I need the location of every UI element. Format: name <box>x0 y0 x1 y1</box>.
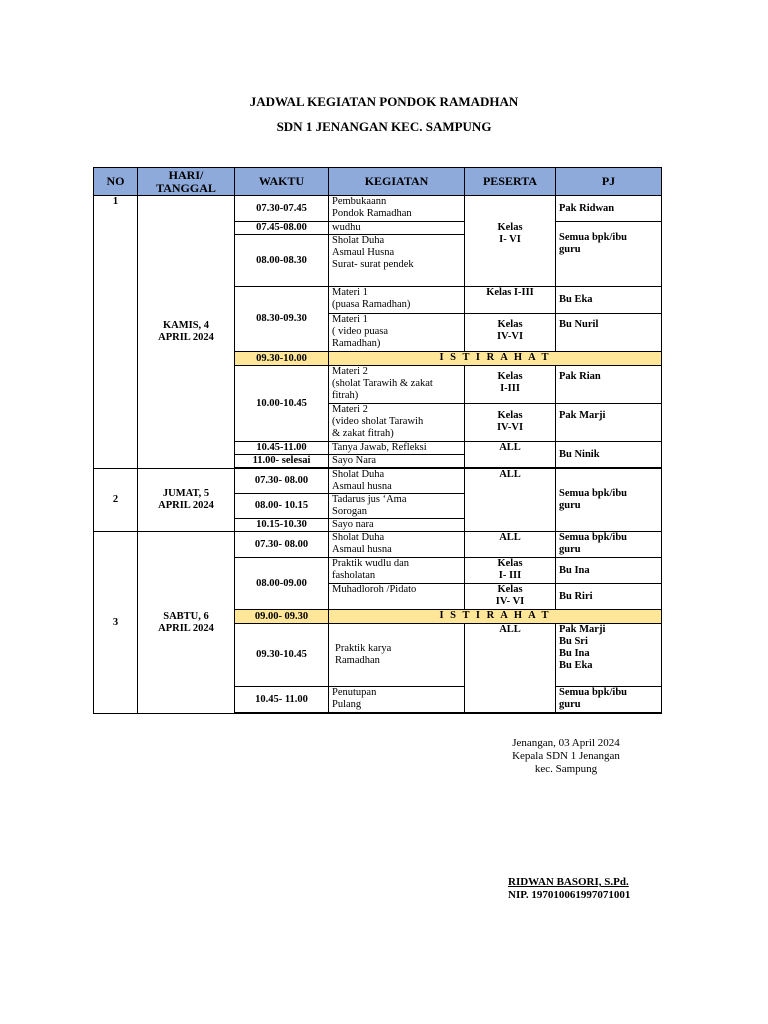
pj-cell: Bu Ina <box>556 558 662 584</box>
time-cell: 08.30-09.30 <box>235 287 329 352</box>
activity-cell: Muhadloroh /Pidato <box>329 584 465 610</box>
time-cell: 10.00-10.45 <box>235 366 329 442</box>
signer-nip: NIP. 197010061997071001 <box>508 889 631 901</box>
activity-cell: Tanya Jawab, Refleksi <box>329 442 465 455</box>
break-time-cell: 09.30-10.00 <box>235 352 329 366</box>
time-cell: 10.15-10.30 <box>235 519 329 532</box>
signature-place-block <box>480 737 652 776</box>
day1-no: 1 <box>94 196 138 469</box>
signer-name: RIDWAN BASORI, S.Pd. <box>508 876 629 888</box>
activity-cell: Materi 2 (sholat Tarawih & zakat fitrah) <box>329 366 465 404</box>
table-row <box>94 532 662 558</box>
participant-cell: ALL <box>465 442 556 468</box>
table-header-row <box>94 168 662 196</box>
pj-cell: Pak Rian <box>556 366 662 404</box>
pj-cell: Bu Ninik <box>556 442 662 468</box>
time-cell: 10.45- 11.00 <box>235 687 329 713</box>
participant-cell: Kelas IV- VI <box>465 584 556 610</box>
break-time-cell: 09.00- 09.30 <box>235 610 329 624</box>
time-cell: 09.30-10.45 <box>235 624 329 687</box>
signer-district: kec. Sampung <box>534 763 598 775</box>
pj-cell: Semua bpk/ibu guru <box>556 469 662 532</box>
participant-cell: Kelas I- III <box>465 558 556 584</box>
participant-cell: Kelas I- VI <box>465 196 556 287</box>
header-hari: HARI/ TANGGAL <box>138 168 235 196</box>
activity-cell: Sholat Duha Asmaul Husna Surat- surat pendek <box>329 235 465 287</box>
activity-cell: Sholat Duha Asmaul husna <box>329 532 465 558</box>
day3-date: SABTU, 6 APRIL 2024 <box>138 532 235 714</box>
activity-cell: Pembukaann Pondok Ramadhan <box>329 196 465 222</box>
time-cell: 08.00- 10.15 <box>235 494 329 519</box>
time-cell: 08.00-08.30 <box>235 235 329 287</box>
header-peserta: PESERTA <box>465 168 556 196</box>
day2-date: JUMAT, 5 APRIL 2024 <box>138 469 235 532</box>
time-cell: 10.45-11.00 <box>235 442 329 455</box>
activity-cell: Materi 1 ( video puasa Ramadhan) <box>329 314 465 352</box>
signer-position: Kepala SDN 1 Jenangan <box>512 750 620 762</box>
school-subtitle: SDN 1 JENANGAN KEC. SAMPUNG <box>276 119 492 134</box>
participant-cell: ALL <box>465 532 556 558</box>
day2-no: 2 <box>94 469 138 532</box>
activity-cell: Materi 1 (puasa Ramadhan) <box>329 287 465 314</box>
time-cell: 07.30- 08.00 <box>235 532 329 558</box>
pj-cell: Pak Marji <box>556 404 662 442</box>
table-row <box>94 469 662 494</box>
header-no: NO <box>94 168 138 196</box>
document-title: JADWAL KEGIATAN PONDOK RAMADHAN <box>249 94 519 109</box>
activity-cell: Praktik karya Ramadhan <box>329 624 465 687</box>
day3-no: 3 <box>94 532 138 714</box>
time-cell: 07.45-08.00 <box>235 222 329 235</box>
pj-cell: Bu Nuril <box>556 314 662 352</box>
pj-cell: Pak Marji Bu Sri Bu Ina Bu Eka <box>556 624 662 687</box>
participant-cell: ALL <box>465 624 556 713</box>
schedule-table <box>93 167 662 714</box>
pj-cell: Semua bpk/ibu guru <box>556 222 662 287</box>
pj-cell: Bu Eka <box>556 287 662 314</box>
pj-cell: Semua bpk/ibu guru <box>556 687 662 713</box>
day1-date: KAMIS, 4 APRIL 2024 <box>138 196 235 469</box>
activity-cell: Sholat Duha Asmaul husna <box>329 469 465 494</box>
break-label: I S T I R A H A T <box>329 352 662 366</box>
pj-cell: Pak Ridwan <box>556 196 662 222</box>
participant-cell: Kelas IV-VI <box>465 404 556 442</box>
activity-cell: Tadarus jus ‘Ama Sorogan <box>329 494 465 519</box>
activity-cell: Sayo nara <box>329 519 465 532</box>
activity-cell: Sayo Nara <box>329 455 465 468</box>
pj-cell: Semua bpk/ibu guru <box>556 532 662 558</box>
time-cell: 07.30- 08.00 <box>235 469 329 494</box>
participant-cell: Kelas IV-VI <box>465 314 556 352</box>
table-row <box>94 196 662 222</box>
activity-cell: Penutupan Pulang <box>329 687 465 713</box>
header-pj: PJ <box>556 168 662 196</box>
participant-cell: Kelas I-III <box>465 287 556 314</box>
header-waktu: WAKTU <box>235 168 329 196</box>
time-cell: 08.00-09.00 <box>235 558 329 610</box>
break-label: I S T I R A H A T <box>329 610 662 624</box>
time-cell: 07.30-07.45 <box>235 196 329 222</box>
participant-cell: Kelas I-III <box>465 366 556 404</box>
participant-cell: ALL <box>465 469 556 532</box>
header-kegiatan: KEGIATAN <box>329 168 465 196</box>
pj-cell: Bu Riri <box>556 584 662 610</box>
activity-cell: Praktik wudlu dan fasholatan <box>329 558 465 584</box>
place-date: Jenangan, 03 April 2024 <box>512 737 620 749</box>
activity-cell: wudhu <box>329 222 465 235</box>
signer-block <box>508 876 630 902</box>
time-cell: 11.00- selesai <box>235 455 329 468</box>
activity-cell: Materi 2 (video sholat Tarawih & zakat fitrah) <box>329 404 465 442</box>
